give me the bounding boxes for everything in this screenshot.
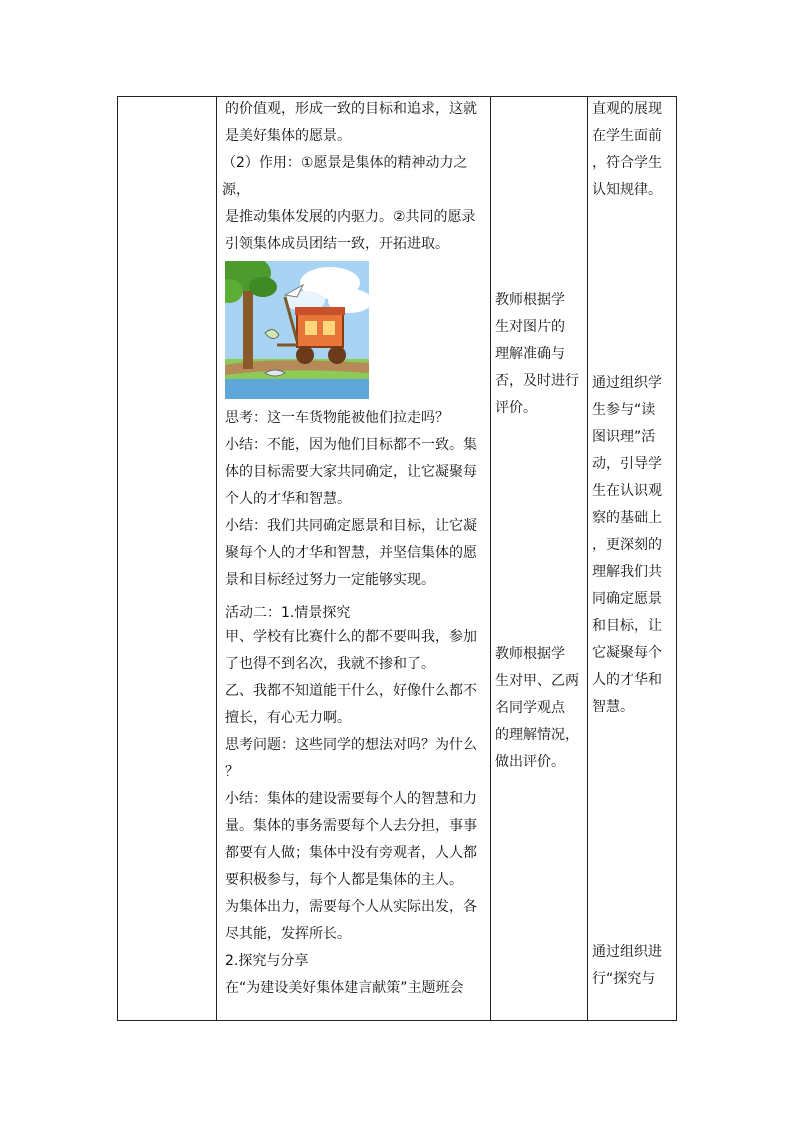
text-line: 甲、学校有比赛什么的都不要叫我，参加 [225,629,477,645]
column-divider [216,97,217,1020]
col4-note-1 [592,96,672,204]
note-line: 直观的展现 [592,101,662,117]
text-line: 景和目标经过努力一定能够实现。 [225,572,435,588]
comment-line: 评价。 [495,400,537,416]
note-line: 生在认识观 [592,483,662,499]
col2-block-middle [225,405,489,594]
text-line: 量。集体的事务需要每个人去分担，事事 [225,818,477,834]
text-line: 都要有人做；集体中没有旁观者，人人都 [225,845,477,861]
note-line: 人的才华和 [592,672,662,688]
text-line: 乙、我都不知道能干什么，好像什么都不 [225,683,477,699]
comment-line: 生对图片的 [495,319,565,335]
comment-line: 否，及时进行 [495,373,579,389]
note-line: 通过组织进 [592,944,662,960]
column-divider [490,97,491,1020]
note-line: 它凝聚每个 [592,645,662,661]
lesson-table [117,96,677,1021]
text-line: 个人的才华和智慧。 [225,491,351,507]
activity-heading: 活动二：1.情景探究 [225,605,351,621]
comment-line: 教师根据学 [495,646,565,662]
col3-comment-1 [495,287,587,422]
note-line: 察的基础上 [592,510,662,526]
note-line: 理解我们共 [592,564,662,580]
note-line: ，更深刻的 [592,537,662,553]
text-line: （2）作用：①愿景是集体的精神动力之源， [222,155,468,198]
note-line: 在学生面前 [592,128,662,144]
column-divider [587,97,588,1020]
text-line: 小结：我们共同确定愿景和目标，让它凝 [225,518,477,534]
text-line: 要积极参与，每个人都是集体的主人。 [225,872,463,888]
text-line: 是推动集体发展的内驱力。②共同的愿录 [225,209,476,225]
comment-line: 生对甲、乙两 [495,673,579,689]
text-line: 引领集体成员团结一致，开拓进取。 [225,236,449,252]
text-line: 的价值观，形成一致的目标和追求，这就 [225,101,477,117]
comment-line: 做出评价。 [495,754,565,770]
text-line: 是美好集体的愿景。 [225,128,351,144]
text-line: 了也得不到名次，我就不掺和了。 [225,656,435,672]
col2-block-top [222,96,489,285]
col3-comment-2 [495,641,587,776]
col4-note-2 [592,370,672,721]
text-line: 为集体出力，需要每个人从实际出发，各 [225,899,477,915]
text-line: 小结：集体的建设需要每个人的智慧和力 [225,791,477,807]
note-line: 动，引导学 [592,456,662,472]
comment-line: 名同学观点 [495,700,565,716]
note-line: ，符合学生 [592,155,662,171]
col2-block-activity [225,602,489,1002]
col4-note-3 [592,939,672,993]
note-line: 生参与“读 [592,402,656,418]
note-line: 认知规律。 [592,182,662,198]
text-line: 擅长，有心无力啊。 [225,710,351,726]
note-line: 行“探究与 [592,971,656,987]
comment-line: 理解准确与 [495,346,565,362]
text-line: 在“为建设美好集体建言献策”主题班会 [225,980,464,996]
question-line: 思考：这一车货物能被他们拉走吗？ [225,410,449,426]
question-line: 思考问题：这些同学的想法对吗？为什么 [225,737,477,753]
section-heading: 2.探究与分享 [225,953,309,969]
column-empty [118,97,216,1020]
comment-line: 的理解情况， [495,727,579,743]
note-line: 和目标，让 [592,618,662,634]
note-line: 智慧。 [592,699,634,715]
text-line: 聚每个人的才华和智慧，并坚信集体的愿 [225,545,477,561]
text-line: 尽其能，发挥所长。 [225,926,351,942]
question-line: ？ [225,764,239,780]
note-line: 同确定愿景 [592,591,662,607]
note-line: 图识理”活 [592,429,656,445]
text-line: 体的目标需要大家共同确定，让它凝聚每 [225,464,477,480]
comment-line: 教师根据学 [495,292,565,308]
text-line: 小结：不能，因为他们目标都不一致。集 [225,437,477,453]
cart-illustration [225,261,369,399]
note-line: 通过组织学 [592,375,662,391]
